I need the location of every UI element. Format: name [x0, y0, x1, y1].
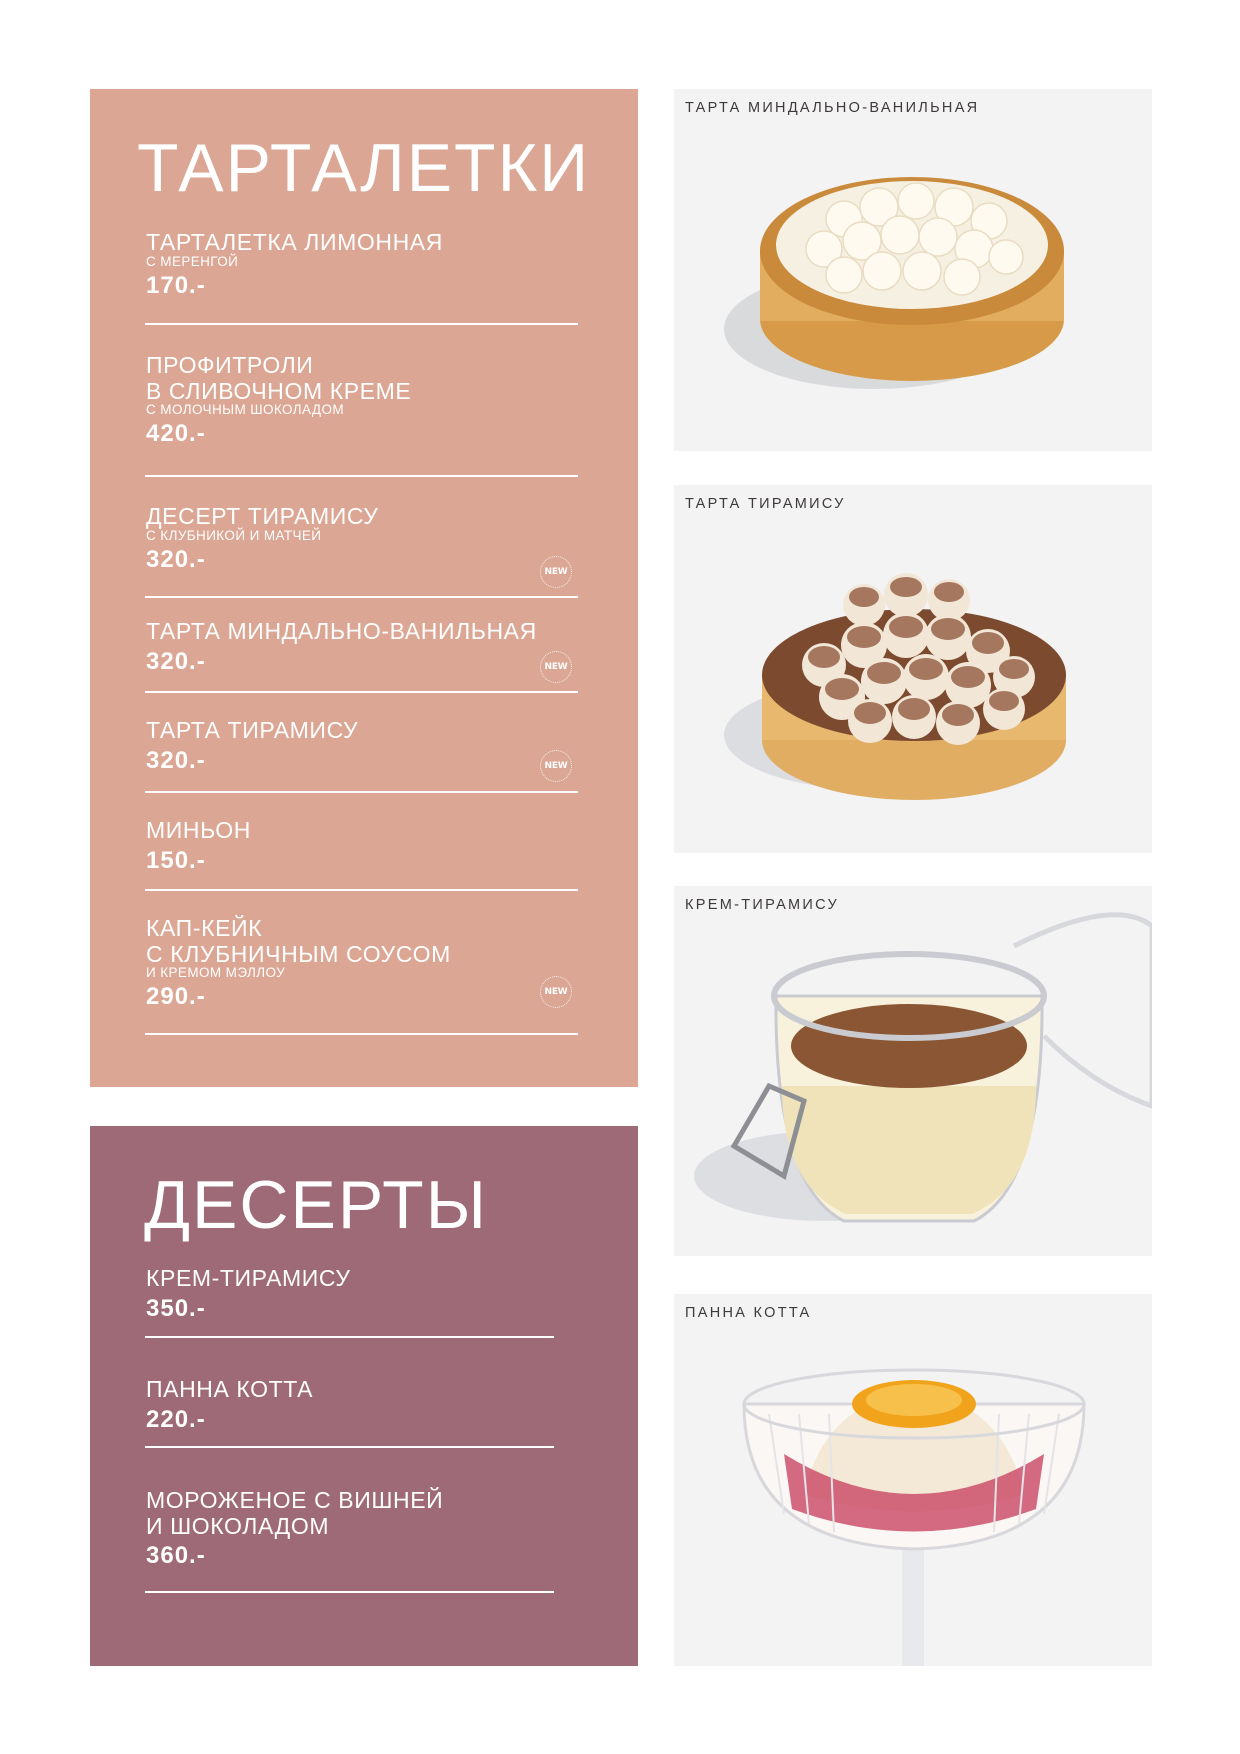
item-divider	[145, 691, 578, 693]
item-name: КАП-КЕЙК	[146, 915, 263, 941]
new-badge: NEW	[540, 556, 572, 588]
photo-caption: ТАРТА МИНДАЛЬНО-ВАНИЛЬНАЯ	[685, 100, 980, 116]
item-price: 320.-	[146, 747, 206, 774]
item-name: ТАРТА МИНДАЛЬНО-ВАНИЛЬНАЯ	[146, 618, 537, 644]
item-divider	[145, 1591, 554, 1593]
item-description: С МЕРЕНГОЙ	[146, 254, 239, 269]
tiramisu-tart-photo-icon	[674, 485, 1152, 853]
item-divider	[145, 791, 578, 793]
item-name: ТАРТА ТИРАМИСУ	[146, 717, 359, 743]
item-price: 150.-	[146, 847, 206, 874]
menu-item-mignon	[146, 817, 578, 876]
item-price: 170.-	[146, 272, 206, 299]
item-price: 420.-	[146, 420, 206, 447]
menu-item-panna-cotta	[146, 1376, 554, 1435]
item-price: 360.-	[146, 1542, 206, 1569]
photo-caption: КРЕМ-ТИРАМИСУ	[685, 897, 839, 913]
menu-item-tiramisu-cream	[146, 1265, 554, 1324]
menu-item-profiteroles	[146, 352, 578, 449]
menu-item-almond-vanilla-tart	[146, 618, 578, 677]
item-name: ТАРТАЛЕТКА ЛИМОННАЯ	[146, 229, 443, 255]
new-badge: NEW	[540, 976, 572, 1008]
item-divider	[145, 596, 578, 598]
photo-caption: ПАННА КОТТА	[685, 1305, 812, 1321]
item-price: 320.-	[146, 648, 206, 675]
item-name: ДЕСЕРТ ТИРАМИСУ	[146, 503, 379, 529]
item-name: ПРОФИТРОЛИ	[146, 352, 314, 378]
item-name-line2: В СЛИВОЧНОМ КРЕМЕ	[146, 378, 412, 404]
item-name-line2: С КЛУБНИЧНЫМ СОУСОМ	[146, 941, 451, 967]
panna-cotta-photo-icon	[674, 1294, 1152, 1666]
menu-item-tiramisu-tart	[146, 717, 578, 776]
desserts-menu-panel	[90, 1126, 638, 1666]
menu-item-tiramisu-dessert	[146, 503, 578, 575]
desserts-section-title: ДЕСЕРТЫ	[144, 1167, 488, 1243]
item-description: С КЛУБНИКОЙ И МАТЧЕЙ	[146, 528, 322, 543]
photo-tiramisu-jar	[674, 886, 1152, 1256]
item-price: 350.-	[146, 1295, 206, 1322]
menu-item-lemon-tartlet	[146, 229, 578, 301]
photo-tiramisu-tart	[674, 485, 1152, 853]
menu-item-ice-cream	[146, 1487, 554, 1571]
almond-vanilla-tart-photo-icon	[674, 89, 1152, 451]
item-description: И КРЕМОМ МЭЛЛОУ	[146, 965, 286, 980]
item-price: 220.-	[146, 1406, 206, 1433]
menu-item-cupcake	[146, 915, 578, 1012]
photo-panna-cotta	[674, 1294, 1152, 1666]
item-divider	[145, 475, 578, 477]
item-name: КРЕМ-ТИРАМИСУ	[146, 1265, 351, 1291]
item-name: ПАННА КОТТА	[146, 1376, 314, 1402]
new-badge: NEW	[540, 651, 572, 683]
item-price: 290.-	[146, 983, 206, 1010]
item-price: 320.-	[146, 546, 206, 573]
item-divider	[145, 1446, 554, 1448]
tarts-section-title: ТАРТАЛЕТКИ	[137, 130, 591, 206]
tarts-menu-panel	[90, 89, 638, 1087]
item-name: МИНЬОН	[146, 817, 251, 843]
item-divider	[145, 889, 578, 891]
tiramisu-jar-photo-icon	[674, 886, 1152, 1256]
new-badge: NEW	[540, 750, 572, 782]
item-name: МОРОЖЕНОЕ С ВИШНЕЙ	[146, 1487, 444, 1513]
item-divider	[145, 1033, 578, 1035]
photo-almond-vanilla-tart	[674, 89, 1152, 451]
item-description: С МОЛОЧНЫМ ШОКОЛАДОМ	[146, 402, 344, 417]
item-divider	[145, 323, 578, 325]
item-divider	[145, 1336, 554, 1338]
item-name-line2: И ШОКОЛАДОМ	[146, 1513, 330, 1539]
photo-caption: ТАРТА ТИРАМИСУ	[685, 496, 846, 512]
